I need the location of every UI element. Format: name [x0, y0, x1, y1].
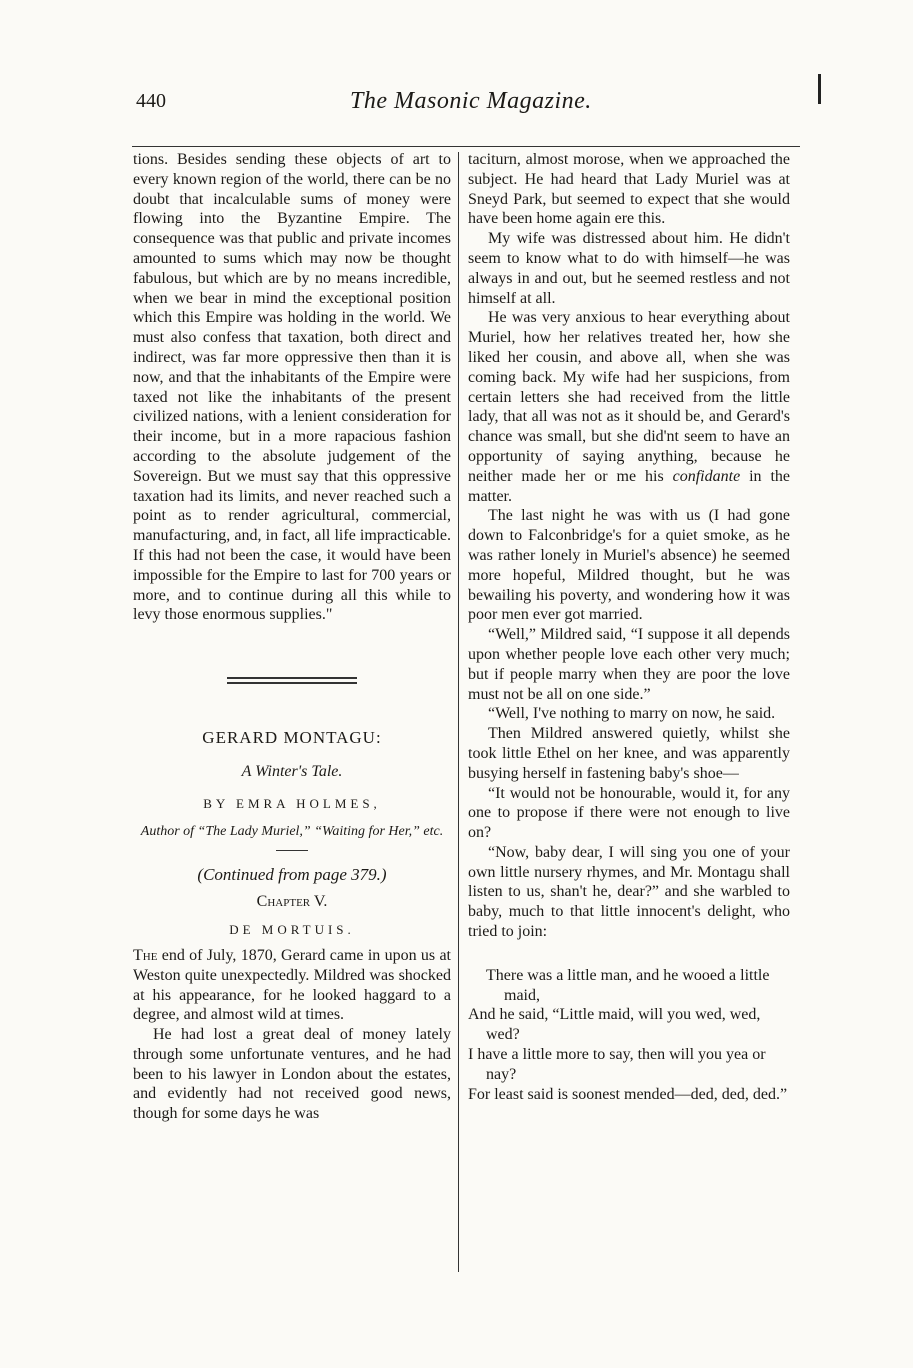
drop-lead-word: The [133, 946, 158, 964]
story-paragraph: taciturn, almost morose, when we approached the subject. He had heard that Lady Muriel was at Sneyd Park, but seemed to expect that she would have been home again ere this. [468, 151, 790, 228]
story-title: GERARD MONTAGU: [202, 728, 382, 748]
verse-line: There was a little man, and he wooed a little maid, [486, 966, 770, 1004]
nursery-rhyme [468, 966, 790, 1105]
header-rule [132, 146, 800, 147]
story-paragraph: He had lost a great deal of money lately through some unfortunate ventures, and he had been to his lawyer in London about the estates, and evidently had not received good news, though for some days he was [133, 1026, 451, 1123]
story-paragraph-text: in the matter. [468, 467, 791, 505]
story-paragraph [133, 946, 451, 1025]
story-paragraph [468, 308, 790, 506]
story-paragraph: “It would not be honourable, would it, for any one to propose if there were not enough to live on? [468, 784, 790, 842]
right-column [468, 150, 790, 1104]
verse-line: For least said is soonest mended—ded, ded, ded.” [468, 1085, 788, 1103]
author-credits: Author of “The Lady Muriel,” “Waiting for Her,” etc. [140, 823, 444, 839]
story-paragraph: “Well, I've nothing to marry on now, he said. [488, 705, 776, 723]
chapter-heading: Chapter V. [256, 893, 328, 911]
story-paragraph-text: end of July, 1870, Gerard came in upon us at Weston quite unexpectedly. Mildred was shocked at his appearance, for he looked haggard to a degree, and almost wild at times. [133, 946, 451, 1024]
story-paragraph: “Now, baby dear, I will sing you one of your own little nursery rhymes, and Mr. Montagu shall listen to us, shan't he, dear?” and she warbled to baby, much to that little innocent's delight, who tried to join: [468, 843, 790, 941]
chapter-title: DE MORTUIS. [229, 922, 355, 938]
column-divider [458, 152, 459, 1272]
left-column [133, 150, 451, 1124]
story-paragraph: “Well,” Mildred said, “I suppose it all depends upon whether people love each other very much; but if people marry when they are poor the love must not be all on one side.” [468, 626, 790, 703]
verse-line: I have a little more to say, then will you yea or nay? [468, 1046, 766, 1083]
margin-mark [818, 74, 821, 104]
italic-word: confidante [672, 467, 741, 485]
story-subtitle: A Winter's Tale. [241, 762, 343, 780]
continued-note: (Continued from page 379.) [197, 864, 387, 884]
byline: BY EMRA HOLMES, [203, 795, 381, 811]
short-divider [276, 850, 308, 851]
verse-line: And he said, “Little maid, will you wed, wed, wed? [468, 1006, 761, 1044]
story-paragraph: My wife was distressed about him. He didn't seem to know what to do with himself—he was always in and out, but he seemed restless and not himself at all. [468, 230, 790, 307]
story-paragraph: Then Mildred answered quietly, whilst she took little Ethel on her knee, and was apparently busying herself in fastening baby's shoe— [468, 725, 790, 782]
page-number: 440 [136, 90, 166, 112]
section-divider [227, 677, 357, 684]
essay-closing-paragraph: tions. Besides sending these objects of art to every known region of the world, there can be no doubt that incalculable sums of money were flowing into the Byzantine Empire. The consequence was that public and private incomes amounted to sums which may now be thought fabulous, but which are by no means incredible, when we bear in mind the exceptional position which this Empire was holding in the world. We must also confess that taxation, both direct and indirect, was far more oppressive then than it is now, and that the inhabitants of the Empire were taxed not like the inhabitants of the present civilized nations, with a lenient consideration for their income, but in a more rapacious fashion according to the absolute judgement of the Sovereign. But we must say that this oppressive taxation had its limits, and never reached such a point as to render agricultural, commercial, manufacturing, and, in fact, all life impracticable. If this had not been the case, it would have been impossible for the Empire to last for 700 years or more, and to continue during all this while to levy those enormous supplies." [133, 151, 451, 624]
page-header [0, 88, 913, 122]
running-title: The Masonic Magazine. [350, 88, 592, 114]
story-paragraph: The last night he was with us (I had gone down to Falconbridge's for a quiet smoke, as he was rather lonely in Muriel's absence) he seemed more hopeful, Mildred thought, but he was bewailing his poverty, and wondering how it was poor men ever got married. [468, 507, 790, 624]
story-paragraph-text: He was very anxious to hear everything about Muriel, how her relatives treated her, how she liked her cousin, and above all, when she was coming back. My wife had her suspicions, from certain letters she had received from the little lady, that all was not as it should be, and Gerard's chance was small, but she did'nt seem to have an opportunity of saying anything, because he neither made her or me his [468, 309, 790, 485]
